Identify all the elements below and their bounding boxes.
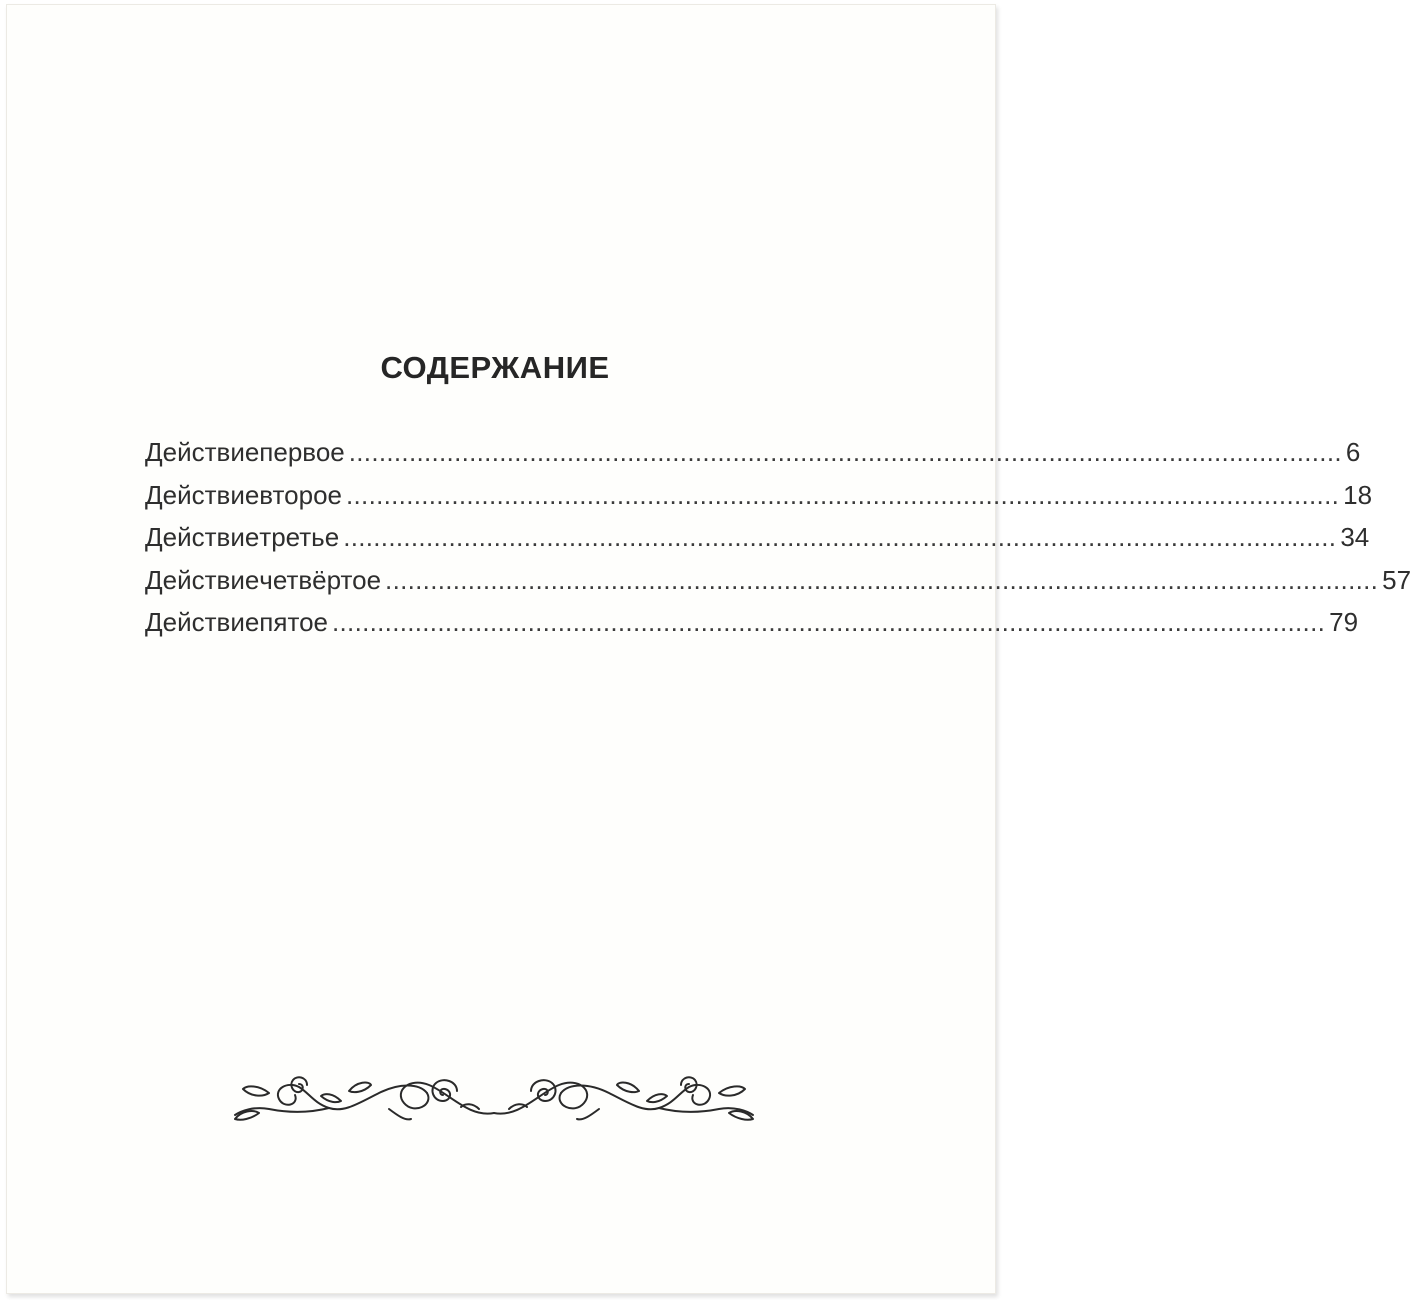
toc-entry-label: Действие (145, 522, 260, 552)
toc-leader-dots: .................................................................................................................................... (348, 437, 1342, 467)
toc-page-number: 57 (1382, 564, 1411, 595)
toc-entry-label: четвёртое (259, 564, 382, 595)
toc-page-number: 6 (1345, 437, 1361, 467)
toc-page-number: 34 (1340, 522, 1370, 552)
toc-entry-label: первое (259, 437, 345, 467)
toc-page-number: 79 (1329, 607, 1359, 637)
toc-entry-label: второе (259, 479, 342, 510)
floral-flourish-icon (229, 1063, 759, 1133)
toc-entry-3 (145, 522, 1370, 565)
toc-entry-5 (145, 607, 1359, 650)
toc-leader-dots: .................................................................................................................................... (346, 479, 1340, 510)
toc-entry-label: Действие (145, 564, 260, 595)
toc-entry-label: Действие (145, 607, 260, 637)
toc-entry-2 (145, 479, 1373, 523)
toc-page-number: 18 (1343, 479, 1373, 510)
toc-entry-label: третье (259, 522, 340, 552)
page-title: СОДЕРЖАНИЕ (380, 350, 610, 385)
toc-entry-label: пятое (259, 607, 328, 637)
toc-leader-dots: .................................................................................................................................... (385, 564, 1379, 595)
table-of-contents (145, 437, 1411, 650)
toc-entry-label: Действие (145, 479, 260, 510)
toc-leader-dots: .................................................................................................................................... (343, 522, 1337, 552)
toc-entry-1 (145, 437, 1361, 480)
toc-leader-dots: .................................................................................................................................... (332, 607, 1326, 637)
book-page (6, 4, 1411, 1294)
toc-entry-4 (145, 564, 1411, 608)
toc-entry-label: Действие (145, 437, 260, 467)
